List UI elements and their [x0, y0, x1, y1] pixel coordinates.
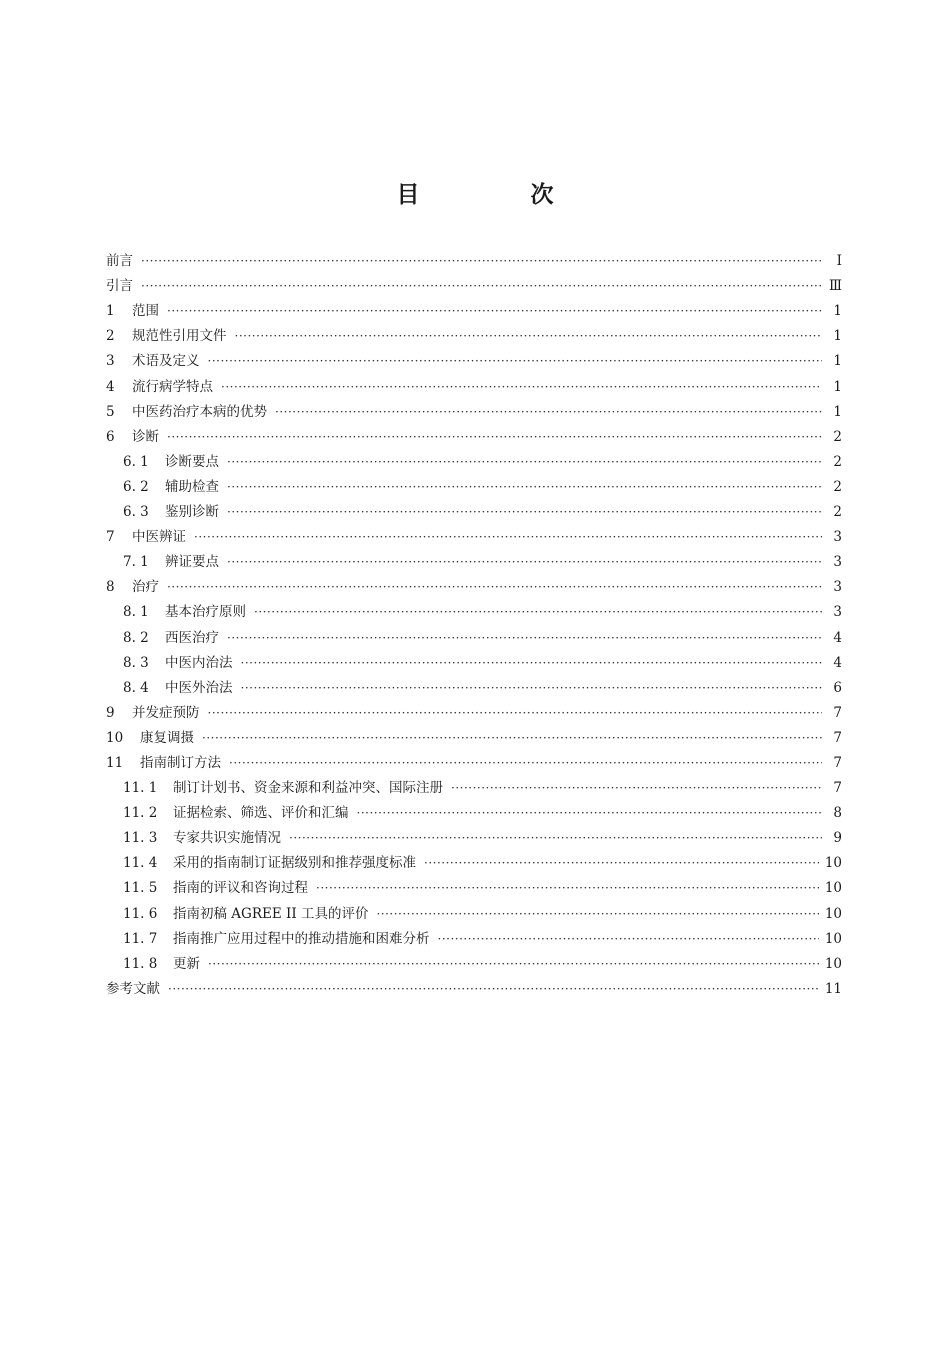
dot-leader	[141, 277, 822, 295]
toc-entry-number: 2	[106, 328, 115, 345]
toc-entry-foreword[interactable]	[106, 245, 842, 270]
dot-leader	[202, 729, 822, 747]
toc-entry-number: 11. 3	[123, 830, 158, 847]
toc-page-number: 10	[824, 930, 842, 947]
toc-entry-8-1[interactable]	[106, 596, 842, 621]
toc-entry-number: 11. 1	[123, 780, 158, 797]
toc-page-number: 4	[833, 654, 842, 671]
toc-entry-number: 9	[106, 704, 115, 721]
toc-page-number: 6	[833, 679, 842, 696]
toc-entry-text: 中医药治疗本病的优势	[132, 403, 267, 420]
toc-entry-number: 8. 2	[123, 629, 149, 646]
dot-leader	[229, 754, 822, 772]
toc-entry-11-2[interactable]	[106, 797, 842, 822]
toc-entry-3[interactable]	[106, 345, 842, 370]
toc-page-number: 10	[824, 880, 842, 897]
toc-entry-text: 鉴别诊断	[165, 504, 219, 521]
toc-page-number: 3	[833, 529, 842, 546]
dot-leader	[221, 378, 822, 396]
toc-page-number: 7	[833, 704, 842, 721]
dot-leader	[424, 854, 819, 872]
dot-leader	[208, 955, 819, 973]
toc-page-number: 2	[833, 478, 842, 495]
toc-entry-6-2[interactable]	[106, 471, 842, 496]
dot-leader	[167, 428, 822, 446]
toc-entry-text: 西医治疗	[165, 629, 219, 646]
toc-entry-text: 范围	[132, 303, 159, 320]
toc-entry-text: 采用的指南制订证据级别和推荐强度标准	[173, 855, 416, 872]
toc-entry-number: 7. 1	[123, 554, 149, 571]
toc-page-number: 3	[833, 579, 842, 596]
toc-entry-11-4[interactable]	[106, 847, 842, 872]
dot-leader	[208, 352, 823, 370]
toc-entry-text: 规范性引用文件	[132, 328, 227, 345]
toc-entry-5[interactable]	[106, 396, 842, 421]
toc-page-number: 3	[833, 604, 842, 621]
toc-entry-introduction[interactable]	[106, 270, 842, 295]
toc-page-number: Ⅰ	[836, 253, 842, 270]
dot-leader	[227, 629, 822, 647]
toc-entry-11-6[interactable]	[106, 897, 842, 922]
toc-entry-8-3[interactable]	[106, 647, 842, 672]
toc-page-number: 9	[833, 830, 842, 847]
toc-entry-references[interactable]	[106, 973, 842, 998]
dot-leader	[241, 679, 823, 697]
dot-leader	[168, 980, 819, 998]
toc-page-number: 1	[833, 328, 842, 345]
toc-entry-text: 诊断要点	[165, 453, 219, 470]
dot-leader	[167, 302, 822, 320]
toc-entry-number: 8. 1	[123, 604, 149, 621]
toc-page-number: 8	[833, 805, 842, 822]
toc-page-number: 1	[833, 403, 842, 420]
toc-entry-7-1[interactable]	[106, 546, 842, 571]
toc-entry-1[interactable]	[106, 295, 842, 320]
dot-leader	[227, 478, 822, 496]
toc-entry-number: 6	[106, 428, 115, 445]
toc-entry-text: 辅助检查	[165, 478, 219, 495]
toc-entry-text: 引言	[106, 278, 133, 295]
toc-entry-text: 中医内治法	[165, 654, 233, 671]
toc-entry-number: 10	[106, 729, 124, 746]
toc-entry-text: 前言	[106, 253, 133, 270]
toc-entry-6[interactable]	[106, 421, 842, 446]
dot-leader	[289, 829, 822, 847]
toc-entry-4[interactable]	[106, 370, 842, 395]
toc-entry-text: 基本治疗原则	[165, 604, 246, 621]
dot-leader	[227, 503, 822, 521]
toc-entry-number: 3	[106, 353, 115, 370]
toc-entry-2[interactable]	[106, 320, 842, 345]
toc-entry-number: 6. 3	[123, 504, 149, 521]
dot-leader	[227, 553, 822, 571]
toc-entry-11-3[interactable]	[106, 822, 842, 847]
toc-entry-text: 康复调摄	[140, 729, 194, 746]
toc-entry-number: 11. 8	[123, 955, 158, 972]
toc-entry-number: 8. 3	[123, 654, 149, 671]
toc-entry-number: 11. 2	[123, 805, 158, 822]
toc-entry-8-4[interactable]	[106, 672, 842, 697]
toc-page-number: 2	[833, 504, 842, 521]
toc-entry-text: 证据检索、筛选、评价和汇编	[173, 805, 349, 822]
dot-leader	[194, 528, 822, 546]
toc-page-number: Ⅲ	[828, 278, 842, 295]
toc-entry-text: 诊断	[132, 428, 159, 445]
toc-entry-6-3[interactable]	[106, 496, 842, 521]
toc-entry-text: 治疗	[132, 579, 159, 596]
toc-page-number: 10	[824, 955, 842, 972]
toc-entry-11[interactable]	[106, 747, 842, 772]
toc-entry-number: 11. 7	[123, 930, 158, 947]
dot-leader	[167, 578, 822, 596]
toc-entry-11-7[interactable]	[106, 923, 842, 948]
toc-entry-text: 流行病学特点	[132, 378, 213, 395]
toc-entry-text: 并发症预防	[132, 704, 200, 721]
toc-page-number: 1	[833, 353, 842, 370]
dot-leader	[438, 930, 819, 948]
page-title: 目 次	[396, 182, 598, 208]
toc-entry-text: 专家共识实施情况	[173, 830, 281, 847]
toc-entry-number: 7	[106, 529, 115, 546]
dot-leader	[141, 252, 822, 270]
dot-leader	[275, 403, 822, 421]
toc-entry-text: 中医辨证	[132, 529, 186, 546]
table-of-contents	[106, 245, 842, 998]
toc-entry-8-2[interactable]	[106, 621, 842, 646]
toc-entry-number: 4	[106, 378, 115, 395]
toc-entry-number: 8	[106, 579, 115, 596]
toc-entry-number: 11	[106, 754, 124, 771]
toc-entry-11-1[interactable]	[106, 772, 842, 797]
dot-leader	[316, 879, 819, 897]
toc-entry-11-8[interactable]	[106, 948, 842, 973]
toc-entry-9[interactable]	[106, 697, 842, 722]
toc-entry-number: 11. 5	[123, 880, 158, 897]
dot-leader	[357, 804, 823, 822]
toc-entry-11-5[interactable]	[106, 872, 842, 897]
toc-entry-text: 指南制订方法	[140, 754, 221, 771]
toc-page-number: 10	[824, 905, 842, 922]
toc-page-number: 10	[824, 855, 842, 872]
toc-page-number: 2	[833, 453, 842, 470]
toc-page-number: 2	[833, 428, 842, 445]
toc-entry-text: 指南的评议和咨询过程	[173, 880, 308, 897]
toc-entry-number: 5	[106, 403, 115, 420]
toc-page-number: 7	[833, 780, 842, 797]
toc-entry-number: 6. 1	[123, 453, 149, 470]
toc-page-number: 1	[833, 303, 842, 320]
toc-entry-number: 11. 4	[123, 855, 158, 872]
toc-entry-text: 参考文献	[106, 980, 160, 997]
toc-entry-8[interactable]	[106, 571, 842, 596]
toc-page-number: 1	[833, 378, 842, 395]
dot-leader	[208, 704, 823, 722]
toc-page-number: 4	[833, 629, 842, 646]
toc-entry-number: 1	[106, 303, 115, 320]
toc-entry-text: 中医外治法	[165, 679, 233, 696]
toc-entry-6-1[interactable]	[106, 446, 842, 471]
toc-page-number: 11	[824, 980, 842, 997]
toc-entry-number: 11. 6	[123, 905, 158, 922]
toc-entry-text: 指南推广应用过程中的推动措施和困难分析	[173, 930, 430, 947]
toc-entry-text: 辨证要点	[165, 554, 219, 571]
toc-page-number: 7	[833, 729, 842, 746]
dot-leader	[376, 905, 818, 923]
toc-entry-text: 指南初稿 AGREE II 工具的评价	[173, 905, 369, 922]
toc-entry-number: 8. 4	[123, 679, 149, 696]
toc-entry-7[interactable]	[106, 521, 842, 546]
toc-entry-text: 制订计划书、资金来源和利益冲突、国际注册	[173, 780, 443, 797]
toc-page-number: 3	[833, 554, 842, 571]
dot-leader	[241, 654, 823, 672]
toc-page-number: 7	[833, 754, 842, 771]
toc-entry-number: 6. 2	[123, 478, 149, 495]
toc-entry-10[interactable]	[106, 722, 842, 747]
dot-leader	[451, 779, 822, 797]
dot-leader	[254, 603, 822, 621]
toc-entry-text: 更新	[173, 955, 200, 972]
dot-leader	[235, 327, 823, 345]
toc-entry-text: 术语及定义	[132, 353, 200, 370]
dot-leader	[227, 453, 822, 471]
